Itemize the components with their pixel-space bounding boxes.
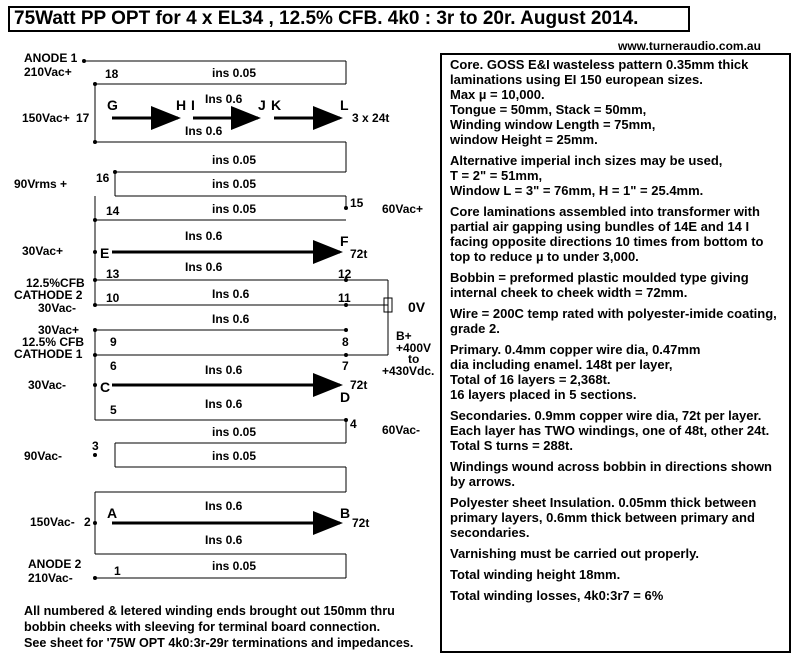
footer-notes bbox=[24, 603, 413, 651]
diagram-labels bbox=[14, 51, 434, 585]
label-ins-0.05-3: ins 0.05 bbox=[212, 177, 257, 191]
note-secondaries: Secondaries. 0.9mm copper wire dia, 72t per layer. Each layer has TWO windings, one of 48t, other 24t. Total S turns = 288t. bbox=[450, 408, 770, 453]
label-cathode1: CATHODE 1 bbox=[14, 347, 83, 361]
label-ins-0.6-i: Ins 0.6 bbox=[205, 499, 243, 513]
label-ins-0.6-e: Ins 0.6 bbox=[212, 287, 250, 301]
label-5: 5 bbox=[110, 403, 117, 417]
label-ins-0.6-j: Ins 0.6 bbox=[205, 533, 243, 547]
label-430vdc: +430Vdc. bbox=[382, 364, 435, 378]
footer-line-3: See sheet for '75W OPT 4k0:3r-29r terminations and impedances. bbox=[24, 636, 414, 650]
label-10: 10 bbox=[106, 291, 120, 305]
label-ins-0.6-b: Ins 0.6 bbox=[185, 124, 223, 138]
label-30vac-plus-b: 30Vac+ bbox=[38, 323, 80, 337]
label-ins-0.05-6: ins 0.05 bbox=[212, 449, 257, 463]
label-A: A bbox=[107, 505, 118, 521]
label-K: K bbox=[271, 97, 282, 113]
label-72t-a: 72t bbox=[350, 247, 368, 261]
label-ins-0.05-1: ins 0.05 bbox=[212, 66, 257, 80]
label-14: 14 bbox=[106, 204, 120, 218]
label-cfb-2: 12.5%CFB bbox=[26, 276, 85, 290]
footer-line-2: bobbin cheeks with sleeving for terminal board connection. bbox=[24, 620, 381, 634]
label-400v: +400V bbox=[396, 341, 432, 355]
label-11: 11 bbox=[338, 291, 351, 305]
label-ins-0.6-c: Ins 0.6 bbox=[185, 229, 223, 243]
label-J: J bbox=[258, 97, 266, 113]
label-ins-0.05-4: ins 0.05 bbox=[212, 202, 257, 216]
note-imperial: Alternative imperial inch sizes may be used, T = 2" = 51mm, Window L = 3" = 76mm, H = 1" = 25.4mm. bbox=[450, 153, 723, 198]
label-72t-b: 72t bbox=[350, 378, 368, 392]
label-3x24t: 3 x 24t bbox=[352, 111, 390, 125]
label-60vac-plus: 60Vac+ bbox=[382, 202, 424, 216]
note-winding-height: Total winding height 18mm. bbox=[450, 567, 621, 582]
label-ins-0.6-a: Ins 0.6 bbox=[205, 92, 243, 106]
label-72t-c: 72t bbox=[352, 516, 370, 530]
note-bobbin: Bobbin = preformed plastic moulded type giving internal cheek to cheek width = 72mm. bbox=[450, 270, 749, 300]
label-ins-0.6-d: Ins 0.6 bbox=[185, 260, 223, 274]
footer-line-1: All numbered & letered winding ends brought out 150mm thru bbox=[24, 604, 395, 618]
note-insulation: Polyester sheet Insulation. 0.05mm thick between primary layers, 0.6mm thick between primary and secondaries. bbox=[450, 495, 757, 540]
label-12: 12 bbox=[338, 267, 352, 281]
label-ins-0.6-f: Ins 0.6 bbox=[212, 312, 250, 326]
label-30vac-minus-b: 30Vac- bbox=[28, 378, 67, 392]
label-150vac-plus: 150Vac+ bbox=[22, 111, 70, 125]
label-ins-0.05-7: ins 0.05 bbox=[212, 559, 257, 573]
website-url: www.turneraudio.com.au bbox=[618, 39, 761, 53]
label-C: C bbox=[100, 379, 111, 395]
note-primary: Primary. 0.4mm copper wire dia, 0.47mm dia including enamel. 148t per layer, Total of 16 layers = 2,368t. 16 layers placed in 5 sections. bbox=[450, 342, 701, 402]
label-9: 9 bbox=[110, 335, 117, 349]
label-ins-0.05-2: ins 0.05 bbox=[212, 153, 257, 167]
note-windings-direction: Windings wound across bobbin in directions shown by arrows. bbox=[450, 459, 772, 489]
label-L: L bbox=[340, 97, 349, 113]
note-wire: Wire = 200C temp rated with polyester-imide coating, grade 2. bbox=[450, 306, 777, 336]
label-16: 16 bbox=[96, 171, 110, 185]
label-H: H bbox=[176, 97, 187, 113]
label-B: B bbox=[340, 505, 351, 521]
label-ins-0.05-5: ins 0.05 bbox=[212, 425, 257, 439]
label-to: to bbox=[408, 352, 420, 366]
note-laminations: Core laminations assembled into transformer with partial air gapping using bundles of 14E and 14 I facing opposite directions 10 times from bottom to top to reduce µ to under 3,000. bbox=[450, 204, 764, 264]
label-ins-0.6-g: Ins 0.6 bbox=[205, 363, 243, 377]
label-anode2: ANODE 2 bbox=[28, 557, 82, 571]
label-1: 1 bbox=[114, 564, 121, 578]
note-winding-losses: Total winding losses, 4k0:3r7 = 6% bbox=[450, 588, 664, 603]
label-210vac-plus: 210Vac+ bbox=[24, 65, 72, 79]
label-6: 6 bbox=[110, 359, 117, 373]
specification-notes bbox=[440, 53, 791, 653]
label-90vac-minus: 90Vac- bbox=[24, 449, 63, 463]
label-cathode2: CATHODE 2 bbox=[14, 288, 83, 302]
label-60vac-minus: 60Vac- bbox=[382, 423, 421, 437]
label-anode1: ANODE 1 bbox=[24, 51, 78, 65]
label-D: D bbox=[340, 389, 351, 405]
page-title: 75Watt PP OPT for 4 x EL34 , 12.5% CFB. 4k0 : 3r to 20r. August 2014. bbox=[8, 6, 690, 32]
label-17: 17 bbox=[76, 111, 90, 125]
label-30vac-plus-a: 30Vac+ bbox=[22, 244, 64, 258]
label-18: 18 bbox=[105, 67, 119, 81]
label-7: 7 bbox=[342, 359, 349, 373]
label-2: 2 bbox=[84, 515, 91, 529]
label-I: I bbox=[191, 97, 195, 113]
label-90vrms: 90Vrms + bbox=[14, 177, 68, 191]
label-ins-0.6-h: Ins 0.6 bbox=[205, 397, 243, 411]
label-0v: 0V bbox=[408, 299, 426, 315]
note-varnishing: Varnishing must be carried out properly. bbox=[450, 546, 699, 561]
label-F: F bbox=[340, 233, 349, 249]
label-13: 13 bbox=[106, 267, 120, 281]
label-4: 4 bbox=[350, 417, 357, 431]
note-core: Core. GOSS E&I wasteless pattern 0.35mm thick laminations using EI 150 european sizes. Max µ = 10,000. Tongue = 50mm, Stack = 50mm, Winding window Length = 75mm, window Height = 25mm. bbox=[450, 57, 749, 147]
label-210vac-minus: 210Vac- bbox=[28, 571, 73, 585]
label-cfb-1: 12.5% CFB bbox=[22, 335, 85, 349]
label-3: 3 bbox=[92, 439, 99, 453]
label-bplus: B+ bbox=[396, 329, 412, 343]
label-G: G bbox=[107, 97, 118, 113]
label-8: 8 bbox=[342, 335, 349, 349]
label-30vac-minus-a: 30Vac- bbox=[38, 301, 77, 315]
label-15: 15 bbox=[350, 196, 364, 210]
label-150vac-minus: 150Vac- bbox=[30, 515, 75, 529]
winding-diagram bbox=[0, 0, 440, 600]
label-E: E bbox=[100, 245, 110, 261]
